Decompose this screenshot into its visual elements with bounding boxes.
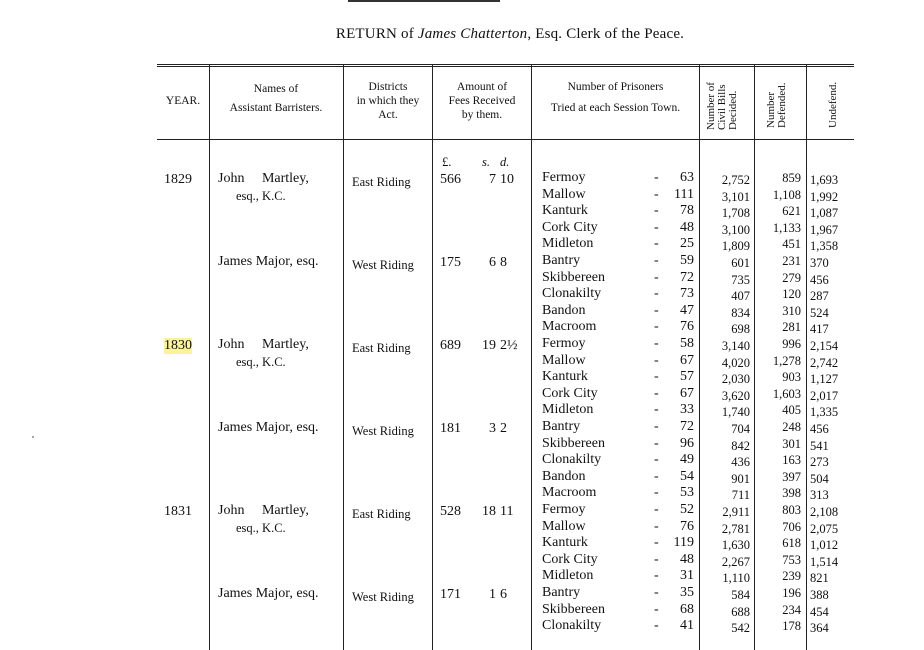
undefended-count: 1,693 bbox=[810, 173, 839, 187]
session-town: Cork City bbox=[542, 385, 598, 401]
town-dash: - bbox=[654, 269, 659, 285]
fee-pence: 6 bbox=[500, 587, 507, 602]
civil-bills-count: 2,030 bbox=[721, 372, 750, 387]
fee-pounds: 175 bbox=[440, 255, 461, 270]
defended-count: 903 bbox=[782, 370, 801, 385]
prisoners-count: 31 bbox=[680, 568, 694, 584]
civil-bills-count: 1,809 bbox=[721, 239, 750, 254]
prisoners-count: 68 bbox=[680, 601, 694, 617]
prisoners-count: 119 bbox=[673, 535, 694, 551]
title-prefix: RETURN of bbox=[335, 26, 418, 42]
session-town: Mallow bbox=[542, 352, 586, 368]
town-dash: - bbox=[654, 502, 659, 517]
undefended-count: 2,108 bbox=[810, 505, 839, 519]
defended-count: 196 bbox=[782, 586, 801, 600]
civil-bills-count: 834 bbox=[731, 305, 750, 320]
header-undefended: Undefend. bbox=[827, 81, 839, 128]
undefended-count: 417 bbox=[810, 322, 829, 337]
defended-count: 803 bbox=[782, 503, 801, 517]
barrister-name: John Martley, bbox=[218, 337, 309, 352]
defended-count: 706 bbox=[782, 519, 801, 534]
town-dash: - bbox=[654, 186, 659, 202]
prisoners-count: 67 bbox=[680, 385, 694, 401]
defended-count: 281 bbox=[782, 320, 801, 335]
col-divider-prisoners bbox=[699, 65, 700, 650]
undefended-count: 1,992 bbox=[810, 189, 839, 204]
session-town: Skibbereen bbox=[542, 435, 605, 451]
session-town: Mallow bbox=[542, 186, 586, 202]
table-top-rule-2 bbox=[157, 66, 854, 67]
town-dash: - bbox=[654, 286, 659, 302]
session-town: Cork City bbox=[542, 219, 598, 235]
district-cell: West Riding bbox=[352, 258, 414, 272]
fee-pounds: 171 bbox=[440, 587, 461, 602]
civil-bills-count: 1,708 bbox=[721, 206, 750, 221]
header-year: YEAR. bbox=[165, 95, 201, 107]
defended-count: 248 bbox=[782, 420, 801, 434]
session-town: Clonakilty bbox=[542, 286, 602, 302]
undefended-count: 370 bbox=[810, 256, 829, 270]
session-town: Mallow bbox=[542, 518, 586, 534]
undefended-count: 313 bbox=[810, 488, 829, 503]
defended-count: 451 bbox=[782, 237, 801, 252]
town-dash: - bbox=[654, 568, 659, 584]
town-dash: - bbox=[654, 302, 659, 318]
fee-pence: 11 bbox=[500, 504, 514, 519]
barrister-name: John Martley, bbox=[218, 171, 309, 186]
prisoners-count: 59 bbox=[680, 253, 694, 268]
header-prisoners: Number of Prisoners Tried at each Session Town. bbox=[550, 81, 681, 114]
fee-pence: 8 bbox=[500, 255, 507, 270]
col-divider-civil bbox=[754, 65, 755, 650]
civil-bills-count: 704 bbox=[731, 422, 750, 436]
col-divider-year bbox=[209, 65, 210, 650]
district-cell: East Riding bbox=[352, 341, 411, 355]
unit-shillings: s. bbox=[482, 155, 490, 169]
prisoners-count: 53 bbox=[680, 485, 694, 501]
undefended-count: 1,012 bbox=[810, 538, 839, 553]
year-cell: 1830 bbox=[164, 338, 192, 353]
town-dash: - bbox=[654, 253, 659, 268]
year-cell: 1831 bbox=[164, 504, 192, 519]
undefended-count: 2,075 bbox=[810, 521, 839, 536]
table-top-rule bbox=[157, 64, 854, 65]
session-town: Kanturk bbox=[542, 535, 588, 551]
civil-bills-count: 542 bbox=[731, 621, 750, 636]
fee-pence: 2 bbox=[500, 421, 507, 436]
prisoners-count: 73 bbox=[680, 286, 694, 302]
prisoners-count: 72 bbox=[680, 419, 694, 434]
fee-shillings: 18 bbox=[482, 504, 496, 519]
civil-bills-count: 3,100 bbox=[721, 222, 750, 237]
session-town: Midleton bbox=[542, 402, 594, 418]
session-town: Macroom bbox=[542, 485, 597, 501]
stray-mark bbox=[32, 436, 34, 438]
barrister-name: James Major, esq. bbox=[218, 420, 319, 435]
defended-count: 1,278 bbox=[772, 353, 801, 368]
defended-count: 310 bbox=[782, 303, 801, 318]
town-dash: - bbox=[654, 535, 659, 551]
year-cell: 1829 bbox=[164, 172, 192, 187]
session-town: Bandon bbox=[542, 468, 586, 484]
prisoners-count: 63 bbox=[680, 170, 694, 185]
prisoners-count: 57 bbox=[680, 369, 694, 385]
town-dash: - bbox=[654, 435, 659, 451]
defended-count: 120 bbox=[782, 287, 801, 302]
undefended-count: 524 bbox=[810, 305, 829, 320]
defended-count: 621 bbox=[782, 204, 801, 219]
header-districts: Districts in which they Act. bbox=[356, 81, 420, 121]
session-town: Skibbereen bbox=[542, 269, 605, 285]
unit-pounds: £. bbox=[442, 155, 452, 169]
district-cell: East Riding bbox=[352, 175, 411, 189]
barrister-name: John Martley, bbox=[218, 503, 309, 518]
civil-bills-count: 3,620 bbox=[721, 388, 750, 403]
col-divider-names bbox=[343, 65, 344, 650]
prisoners-count: 72 bbox=[680, 269, 694, 285]
undefended-count: 1,967 bbox=[810, 222, 839, 237]
undefended-count: 364 bbox=[810, 621, 829, 636]
town-dash: - bbox=[654, 518, 659, 534]
barrister-title: esq., K.C. bbox=[236, 189, 286, 203]
header-defended: Number Defended. bbox=[765, 82, 788, 128]
undefended-count: 388 bbox=[810, 588, 829, 602]
barrister-name: James Major, esq. bbox=[218, 254, 319, 269]
undefended-count: 541 bbox=[810, 438, 829, 453]
session-town: Kanturk bbox=[542, 203, 588, 219]
title-clerk-name: James Chatterton bbox=[417, 26, 528, 42]
undefended-count: 504 bbox=[810, 471, 829, 486]
fee-shillings: 6 bbox=[489, 255, 496, 270]
town-dash: - bbox=[654, 352, 659, 368]
defended-count: 397 bbox=[782, 469, 801, 484]
undefended-count: 1,087 bbox=[810, 206, 839, 221]
defended-count: 1,108 bbox=[772, 187, 801, 202]
defended-count: 231 bbox=[782, 254, 801, 268]
header-fees: Amount of Fees Received by them. bbox=[448, 81, 516, 121]
defended-count: 279 bbox=[782, 270, 801, 285]
page-title bbox=[0, 26, 924, 43]
undefended-count: 454 bbox=[810, 604, 829, 619]
prisoners-count: 48 bbox=[680, 219, 694, 235]
town-dash: - bbox=[654, 203, 659, 219]
prisoners-count: 52 bbox=[680, 502, 694, 517]
header-names: Names of Assistant Barristers. bbox=[229, 83, 323, 114]
prisoners-count: 76 bbox=[680, 319, 694, 335]
civil-bills-count: 2,781 bbox=[721, 521, 750, 536]
session-town: Clonakilty bbox=[542, 618, 602, 634]
town-dash: - bbox=[654, 236, 659, 252]
civil-bills-count: 584 bbox=[731, 588, 750, 602]
civil-bills-count: 2,267 bbox=[721, 554, 750, 569]
fee-shillings: 3 bbox=[489, 421, 496, 436]
defended-count: 753 bbox=[782, 552, 801, 567]
civil-bills-count: 4,020 bbox=[721, 355, 750, 370]
civil-bills-count: 1,630 bbox=[721, 538, 750, 553]
town-dash: - bbox=[654, 585, 659, 600]
session-town: Clonakilty bbox=[542, 452, 602, 468]
fee-shillings: 19 bbox=[482, 338, 496, 353]
undefended-count: 1,358 bbox=[810, 239, 839, 254]
session-town: Bandon bbox=[542, 302, 586, 318]
fee-pounds: 566 bbox=[440, 172, 461, 187]
town-dash: - bbox=[654, 319, 659, 335]
town-dash: - bbox=[654, 452, 659, 468]
prisoners-count: 96 bbox=[680, 435, 694, 451]
top-rule bbox=[348, 0, 500, 2]
civil-bills-count: 735 bbox=[731, 272, 750, 287]
fee-pence: 10 bbox=[500, 172, 514, 187]
barrister-title: esq., K.C. bbox=[236, 521, 286, 535]
prisoners-count: 49 bbox=[680, 452, 694, 468]
fee-pounds: 689 bbox=[440, 338, 461, 353]
town-dash: - bbox=[654, 485, 659, 501]
defended-count: 1,603 bbox=[772, 386, 801, 401]
civil-bills-count: 407 bbox=[731, 289, 750, 304]
prisoners-count: 48 bbox=[680, 551, 694, 567]
session-town: Fermoy bbox=[542, 170, 586, 185]
fee-pounds: 528 bbox=[440, 504, 461, 519]
defended-count: 239 bbox=[782, 569, 801, 584]
title-suffix: , Esq. Clerk of the Peace. bbox=[527, 26, 685, 42]
col-divider-fees bbox=[531, 65, 532, 650]
civil-bills-count: 698 bbox=[731, 322, 750, 337]
defended-count: 405 bbox=[782, 403, 801, 418]
undefended-count: 456 bbox=[810, 272, 829, 287]
defended-count: 234 bbox=[782, 602, 801, 617]
barrister-name: James Major, esq. bbox=[218, 586, 319, 601]
civil-bills-count: 901 bbox=[731, 471, 750, 486]
defended-count: 301 bbox=[782, 436, 801, 451]
prisoners-count: 33 bbox=[680, 402, 694, 418]
fee-shillings: 7 bbox=[489, 172, 496, 187]
undefended-count: 1,127 bbox=[810, 372, 839, 387]
civil-bills-count: 1,740 bbox=[721, 405, 750, 420]
undefended-count: 821 bbox=[810, 571, 829, 586]
prisoners-count: 35 bbox=[680, 585, 694, 600]
session-town: Midleton bbox=[542, 236, 594, 252]
unit-pence: d. bbox=[500, 155, 510, 169]
session-town: Fermoy bbox=[542, 336, 586, 351]
prisoners-count: 25 bbox=[680, 236, 694, 252]
town-dash: - bbox=[654, 618, 659, 634]
civil-bills-count: 2,752 bbox=[721, 173, 750, 187]
town-dash: - bbox=[654, 551, 659, 567]
town-dash: - bbox=[654, 336, 659, 351]
undefended-count: 2,017 bbox=[810, 388, 839, 403]
civil-bills-count: 2,911 bbox=[722, 505, 750, 519]
prisoners-count: 111 bbox=[674, 186, 694, 202]
civil-bills-count: 688 bbox=[731, 604, 750, 619]
district-cell: West Riding bbox=[352, 590, 414, 604]
session-town: Fermoy bbox=[542, 502, 586, 517]
defended-count: 398 bbox=[782, 486, 801, 501]
col-divider-defended bbox=[806, 65, 807, 650]
session-town: Macroom bbox=[542, 319, 597, 335]
civil-bills-count: 436 bbox=[731, 455, 750, 470]
fee-shillings: 1 bbox=[489, 587, 496, 602]
civil-bills-count: 601 bbox=[731, 256, 750, 270]
prisoners-count: 54 bbox=[680, 468, 694, 484]
session-town: Kanturk bbox=[542, 369, 588, 385]
barrister-title: esq., K.C. bbox=[236, 355, 286, 369]
undefended-count: 1,514 bbox=[810, 554, 839, 569]
header-bottom-rule bbox=[157, 139, 854, 140]
undefended-count: 456 bbox=[810, 422, 829, 436]
civil-bills-count: 1,110 bbox=[722, 571, 750, 586]
prisoners-count: 58 bbox=[680, 336, 694, 351]
prisoners-count: 47 bbox=[680, 302, 694, 318]
civil-bills-count: 711 bbox=[731, 488, 750, 503]
col-divider-districts bbox=[432, 65, 433, 650]
session-town: Bantry bbox=[542, 585, 581, 600]
prisoners-count: 41 bbox=[680, 618, 694, 634]
defended-count: 178 bbox=[782, 619, 801, 634]
session-town: Cork City bbox=[542, 551, 598, 567]
town-dash: - bbox=[654, 385, 659, 401]
undefended-count: 273 bbox=[810, 455, 829, 470]
town-dash: - bbox=[654, 601, 659, 617]
undefended-count: 2,742 bbox=[810, 355, 839, 370]
defended-count: 996 bbox=[782, 337, 801, 351]
town-dash: - bbox=[654, 419, 659, 434]
town-dash: - bbox=[654, 369, 659, 385]
defended-count: 859 bbox=[782, 171, 801, 185]
undefended-count: 1,335 bbox=[810, 405, 839, 420]
town-dash: - bbox=[654, 170, 659, 185]
undefended-count: 2,154 bbox=[810, 339, 839, 353]
prisoners-count: 67 bbox=[680, 352, 694, 368]
prisoners-count: 78 bbox=[680, 203, 694, 219]
district-cell: West Riding bbox=[352, 424, 414, 438]
defended-count: 1,133 bbox=[772, 220, 801, 235]
defended-count: 163 bbox=[782, 453, 801, 468]
civil-bills-count: 3,140 bbox=[721, 339, 750, 353]
town-dash: - bbox=[654, 468, 659, 484]
fee-pounds: 181 bbox=[440, 421, 461, 436]
session-town: Midleton bbox=[542, 568, 594, 584]
session-town: Bantry bbox=[542, 253, 581, 268]
town-dash: - bbox=[654, 402, 659, 418]
town-dash: - bbox=[654, 219, 659, 235]
session-town: Bantry bbox=[542, 419, 581, 434]
prisoners-count: 76 bbox=[680, 518, 694, 534]
civil-bills-count: 842 bbox=[731, 438, 750, 453]
civil-bills-count: 3,101 bbox=[721, 189, 750, 204]
defended-count: 618 bbox=[782, 536, 801, 551]
fee-pence: 2½ bbox=[500, 338, 518, 353]
district-cell: East Riding bbox=[352, 507, 411, 521]
undefended-count: 287 bbox=[810, 289, 829, 304]
session-town: Skibbereen bbox=[542, 601, 605, 617]
header-civil-bills: Number of Civil Bills Decided. bbox=[705, 82, 739, 130]
